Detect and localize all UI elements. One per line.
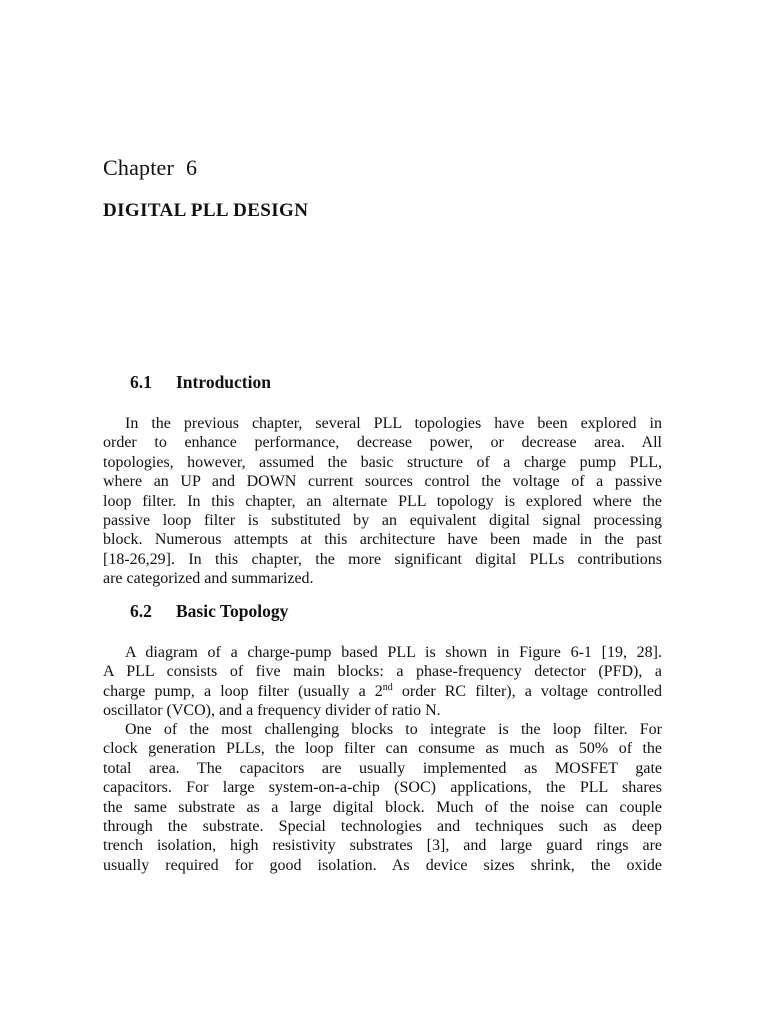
paragraph-introduction — [103, 414, 662, 589]
text-line: A diagram of a charge-pump based PLL is shown in Figure 6-1 [19, 28]. — [125, 644, 662, 661]
text-line: clock generation PLLs, the loop filter can consume as much as 50% of the — [103, 740, 662, 758]
text-line-with-superscript — [103, 682, 662, 701]
text-line: are categorized and summarized. — [103, 570, 314, 588]
text-line: total area. The capacitors are usually implemented as MOSFET gate — [103, 759, 662, 777]
chapter-word: Chapter — [103, 155, 175, 180]
paragraph-basic-topology-1 — [103, 643, 662, 721]
section-title: Introduction — [176, 372, 271, 392]
text-line: In the previous chapter, several PLL topologies have been explored in — [125, 415, 662, 432]
text-line: order to enhance performance, decrease power, or decrease area. All — [103, 434, 662, 452]
chapter-label — [103, 155, 197, 181]
text-line: usually required for good isolation. As device sizes shrink, the oxide — [103, 856, 662, 874]
section-number: 6.1 — [130, 372, 152, 392]
section-heading-introduction — [130, 372, 271, 393]
text-line: One of the most challenging blocks to integrate is the loop filter. For — [125, 721, 662, 738]
text-line: trench isolation, high resistivity substrates [3], and large guard rings are — [103, 837, 662, 855]
section-title: Basic Topology — [176, 601, 289, 621]
chapter-title: DIGITAL PLL DESIGN — [103, 200, 309, 221]
superscript: nd — [382, 681, 393, 693]
paragraph-basic-topology-2 — [103, 720, 662, 875]
section-heading-basic-topology — [130, 601, 288, 622]
text-line: where an UP and DOWN current sources control the voltage of a passive — [103, 473, 662, 491]
text-line: through the substrate. Special technologies and techniques such as deep — [103, 818, 662, 836]
section-number: 6.2 — [130, 601, 152, 621]
text-line: loop filter. In this chapter, an alternate PLL topology is explored where the — [103, 492, 662, 510]
text-line: A PLL consists of five main blocks: a phase-frequency detector (PFD), a — [103, 663, 662, 681]
text-line: the same substrate as a large digital block. Much of the noise can couple — [103, 798, 662, 816]
text-line: oscillator (VCO), and a frequency divider of ratio N. — [103, 702, 441, 720]
text-line: passive loop filter is substituted by an equivalent digital signal processing — [103, 512, 662, 530]
text-fragment: order RC filter), a voltage controlled — [392, 682, 662, 700]
text-line: block. Numerous attempts at this architecture have been made in the past — [103, 531, 662, 549]
chapter-number: 6 — [186, 155, 198, 180]
text-line: [18-26,29]. In this chapter, the more significant digital PLLs contributions — [103, 550, 662, 568]
text-line: topologies, however, assumed the basic structure of a charge pump PLL, — [103, 453, 662, 471]
text-fragment: charge pump, a loop filter (usually a 2 — [103, 682, 383, 700]
text-line: capacitors. For large system-on-a-chip (SOC) applications, the PLL shares — [103, 779, 662, 797]
